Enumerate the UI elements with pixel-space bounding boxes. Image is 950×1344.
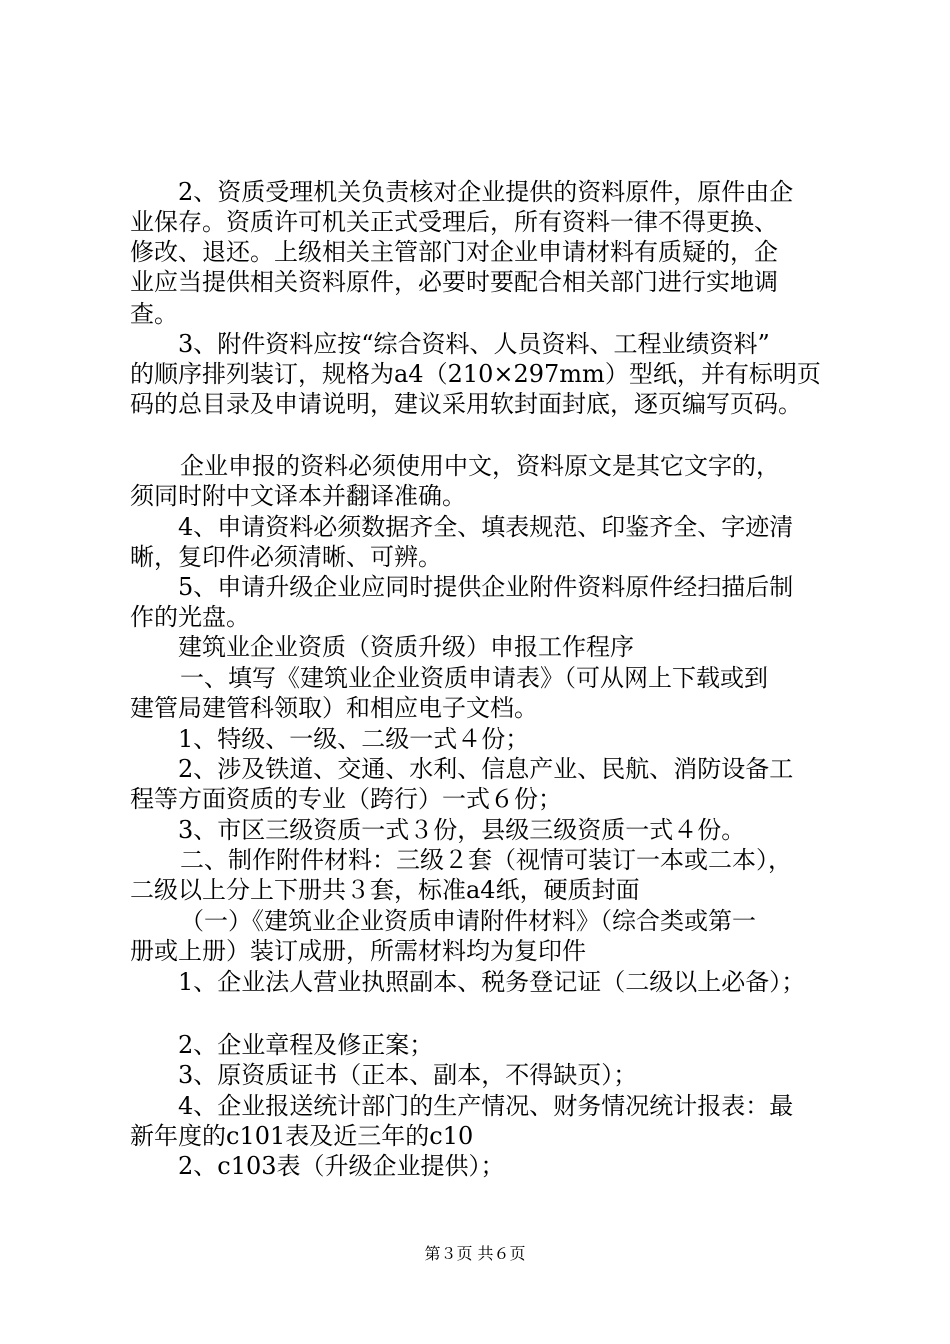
text-line: 3、原资质证书（正本、副本，不得缺页）； [178, 1061, 638, 1089]
text-line: 一、填写《建筑业企业资质申请表》（可从网上下载或到 [180, 664, 768, 692]
text-line: 3、市区三级资质一式３份，县级三级资质一式４份。 [178, 816, 746, 844]
section-heading: 建筑业企业资质（资质升级）申报工作程序 [178, 633, 634, 661]
text-line: 修改、退还。上级相关主管部门对企业申请材料有质疑的，企 [130, 238, 778, 266]
text-line: 业应当提供相关资料原件，必要时要配合相关部门进行实地调 [130, 268, 778, 296]
text-line: 2、企业章程及修正案； [178, 1031, 434, 1059]
text-line: 晰，复印件必须清晰、可辨。 [130, 543, 442, 571]
page-number-footer: 第３页 共６页 [424, 1244, 526, 1263]
text-line: 的顺序排列装订，规格为a4（210×297mm）型纸，并有标明页 [130, 360, 821, 388]
text-line: 4、申请资料必须数据齐全、填表规范、印鉴齐全、字迹清 [178, 513, 794, 541]
text-line: 二级以上分上下册共３套，标准a4纸，硬质封面 [130, 876, 640, 904]
text-line: 程等方面资质的专业（跨行）一式６份； [130, 785, 562, 813]
text-line: 1、特级、一级、二级一式４份； [178, 725, 530, 753]
text-line: 作的光盘。 [130, 603, 250, 631]
text-line: 4、企业报送统计部门的生产情况、财务情况统计报表：最 [178, 1092, 794, 1120]
text-line: 查。 [130, 300, 178, 328]
text-line: 建管局建管科领取）和相应电子文档。 [130, 694, 538, 722]
text-line: 二、制作附件材料：三级２套（视情可装订一本或二本）， [180, 846, 792, 874]
text-line: 码的总目录及申请说明，建议采用软封面封底，逐页编写页码。 [130, 390, 802, 418]
text-line: 须同时附中文译本并翻译准确。 [130, 482, 466, 510]
text-line: 2、涉及铁道、交通、水利、信息产业、民航、消防设备工 [178, 755, 794, 783]
text-line: 2、c103表（升级企业提供）； [178, 1152, 505, 1180]
text-line: （一）《建筑业企业资质申请附件材料》（综合类或第一 [180, 907, 756, 935]
text-line: 1、企业法人营业执照副本、税务登记证（二级以上必备）； [178, 968, 806, 996]
text-line: 业保存。资质许可机关正式受理后，所有资料一律不得更换、 [130, 208, 778, 236]
text-line: 册或上册）装订成册，所需材料均为复印件 [130, 937, 586, 965]
text-line: 新年度的c101表及近三年的c10 [130, 1122, 474, 1150]
text-line: 2、资质受理机关负责核对企业提供的资料原件，原件由企 [178, 178, 794, 206]
text-line: 5、申请升级企业应同时提供企业附件资料原件经扫描后制 [178, 573, 794, 601]
text-line: 企业申报的资料必须使用中文，资料原文是其它文字的， [180, 452, 780, 480]
text-line: 3、附件资料应按“综合资料、人员资料、工程业绩资料” [178, 330, 770, 358]
